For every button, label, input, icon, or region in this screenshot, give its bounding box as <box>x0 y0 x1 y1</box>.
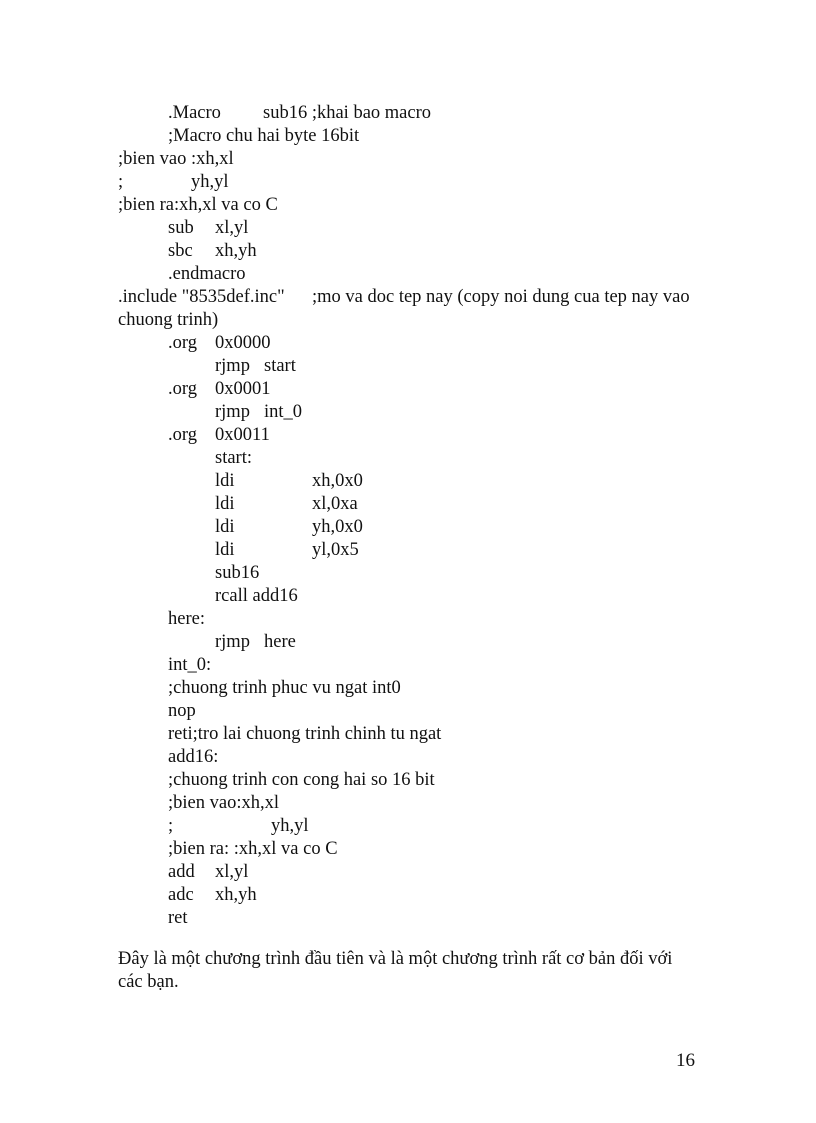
code-comment: ;chuong trinh con cong hai so 16 bit <box>168 770 435 790</box>
code-operand: yl,0x5 <box>312 540 359 560</box>
code-comment: ;bien ra: :xh,xl va co C <box>168 839 338 859</box>
code-instruction: sub <box>168 218 194 238</box>
code-operand: xl,yl <box>215 218 249 238</box>
page-number: 16 <box>676 1050 695 1071</box>
code-directive: .org <box>168 333 197 353</box>
code-label: add16: <box>168 747 219 767</box>
code-label: start: <box>215 448 252 468</box>
code-instruction: rcall add16 <box>215 586 298 606</box>
code-directive: .Macro <box>168 103 221 123</box>
code-instruction: reti;tro lai chuong trinh chinh tu ngat <box>168 724 442 744</box>
code-comment: ;bien vao:xh,xl <box>168 793 279 813</box>
code-operand: yh,yl <box>191 172 229 192</box>
code-operand: int_0 <box>264 402 303 422</box>
code-comment: ; <box>168 816 174 836</box>
code-directive: .include "8535def.inc" <box>118 287 285 307</box>
code-operand: 0x0000 <box>215 333 271 353</box>
code-macro-call: sub16 <box>215 563 260 583</box>
code-instruction: ldi <box>215 517 235 537</box>
code-instruction: ldi <box>215 540 235 560</box>
code-instruction: rjmp <box>215 356 250 376</box>
code-comment: ;Macro chu hai byte 16bit <box>168 126 360 146</box>
code-operand: yh,yl <box>271 816 309 836</box>
code-directive: .org <box>168 379 197 399</box>
code-directive: .org <box>168 425 197 445</box>
code-comment: chuong trinh) <box>118 310 219 330</box>
body-paragraph: Đây là một chương trình đầu tiên và là một chương trình rất cơ bản đối với các bạn. <box>118 949 673 992</box>
code-comment: ;bien vao :xh,xl <box>118 149 234 169</box>
code-instruction: rjmp <box>215 632 250 652</box>
code-instruction: sbc <box>168 241 193 261</box>
code-operand: xl,0xa <box>312 494 358 514</box>
code-comment: ; <box>118 172 124 192</box>
code-comment: ;bien ra:xh,xl va co C <box>118 195 278 215</box>
code-comment: ;chuong trinh phuc vu ngat int0 <box>168 678 401 698</box>
code-operand: xh,0x0 <box>312 471 363 491</box>
code-instruction: rjmp <box>215 402 250 422</box>
code-label: here: <box>168 609 205 629</box>
code-instruction: ret <box>168 908 188 928</box>
code-comment: ;mo va doc tep nay (copy noi dung cua tep nay vao <box>312 287 690 307</box>
code-operand: xh,yh <box>215 885 257 905</box>
code-label: int_0: <box>168 655 212 675</box>
code-instruction: add <box>168 862 195 882</box>
code-operand: 0x0001 <box>215 379 271 399</box>
code-operand: here <box>264 632 296 652</box>
code-operand: xl,yl <box>215 862 249 882</box>
code-instruction: nop <box>168 701 196 721</box>
code-operand: 0x0011 <box>215 425 270 445</box>
code-directive: .endmacro <box>168 264 246 284</box>
code-operand: xh,yh <box>215 241 257 261</box>
code-instruction: adc <box>168 885 194 905</box>
code-instruction: ldi <box>215 471 235 491</box>
code-operand: yh,0x0 <box>312 517 363 537</box>
code-operand: start <box>264 356 296 376</box>
code-instruction: ldi <box>215 494 235 514</box>
code-operand: sub16 ;khai bao macro <box>263 103 431 123</box>
